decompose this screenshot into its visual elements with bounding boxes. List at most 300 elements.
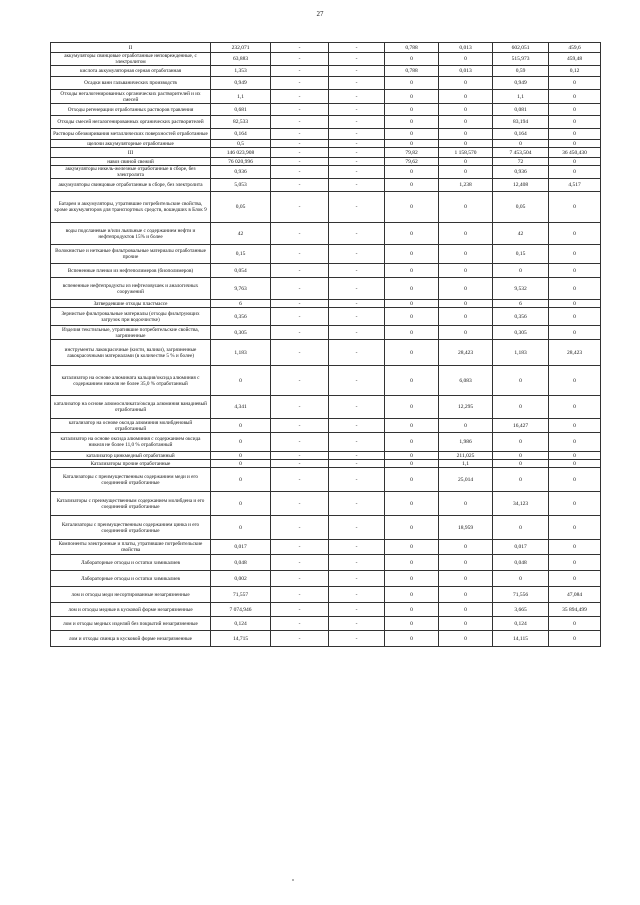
value-cell: 0 — [211, 492, 271, 516]
waste-name-cell: аккумуляторы свинцовые отработанные неповрежденные, с электролитом — [51, 53, 211, 66]
value-cell: 0 — [439, 419, 493, 433]
value-cell: - — [329, 179, 385, 192]
value-cell: 0 — [385, 555, 439, 571]
value-cell: 7 074,946 — [211, 603, 271, 617]
value-cell: 1,986 — [439, 433, 493, 452]
value-cell: 0 — [385, 396, 439, 419]
value-cell: 0,356 — [211, 308, 271, 326]
value-cell: 0 — [385, 587, 439, 603]
value-cell: 14,715 — [211, 631, 271, 647]
value-cell: 0 — [211, 366, 271, 396]
value-cell: - — [271, 129, 329, 140]
value-cell: 0 — [549, 192, 601, 223]
value-cell: - — [329, 555, 385, 571]
value-cell: - — [329, 492, 385, 516]
value-cell: 0,949 — [211, 77, 271, 90]
page-number: 27 — [316, 10, 324, 18]
value-cell: - — [329, 452, 385, 460]
value-cell: - — [271, 223, 329, 245]
value-cell: 0 — [211, 452, 271, 460]
table-row — [51, 166, 601, 179]
value-cell: 0 — [549, 129, 601, 140]
value-cell: 14,115 — [493, 631, 549, 647]
value-cell: 0,356 — [493, 308, 549, 326]
value-cell: 0 — [493, 468, 549, 492]
table-row — [51, 492, 601, 516]
value-cell: - — [271, 631, 329, 647]
table-row — [51, 43, 601, 53]
value-cell: 0 — [549, 555, 601, 571]
waste-name-cell: Осадки ванн гальванических производств — [51, 77, 211, 90]
waste-name-cell: Батареи и аккумуляторы, утратившие потребительские свойства, кроме аккумуляторов для транспортных средств, вошедших в Блок 9 — [51, 192, 211, 223]
value-cell: 0 — [385, 264, 439, 278]
value-cell: 0 — [439, 571, 493, 587]
table-row — [51, 540, 601, 555]
value-cell: 0 — [439, 617, 493, 631]
value-cell: 0 — [549, 492, 601, 516]
value-cell: - — [271, 90, 329, 104]
value-cell: 0,048 — [211, 555, 271, 571]
value-cell: 0 — [439, 104, 493, 116]
value-cell: 3,665 — [493, 603, 549, 617]
table-row — [51, 617, 601, 631]
value-cell: 0 — [385, 90, 439, 104]
table-row — [51, 587, 601, 603]
waste-name-cell: Растворы обезжиривания металлических поверхностей отработанные — [51, 129, 211, 140]
value-cell: 36 450,430 — [549, 148, 601, 158]
value-cell: - — [271, 603, 329, 617]
value-cell: 0,15 — [211, 245, 271, 264]
waste-table-body — [51, 43, 601, 647]
table-row — [51, 326, 601, 340]
value-cell: 0 — [211, 419, 271, 433]
value-cell: - — [271, 166, 329, 179]
value-cell: 0,017 — [211, 540, 271, 555]
value-cell: - — [329, 617, 385, 631]
value-cell: - — [329, 587, 385, 603]
value-cell: - — [329, 90, 385, 104]
value-cell: 82,533 — [211, 116, 271, 129]
value-cell: 0,5 — [211, 140, 271, 148]
value-cell: 0 — [385, 116, 439, 129]
value-cell: 0 — [385, 617, 439, 631]
value-cell: 0 — [549, 278, 601, 300]
value-cell: 0 — [549, 460, 601, 468]
value-cell: 1,1 — [493, 90, 549, 104]
value-cell: 0 — [549, 433, 601, 452]
value-cell: - — [329, 104, 385, 116]
value-cell: 0 — [493, 460, 549, 468]
value-cell: 0 — [439, 278, 493, 300]
value-cell: 0,59 — [493, 66, 549, 77]
value-cell: 0 — [549, 223, 601, 245]
waste-name-cell: Изделия текстильные, утратившие потребительские свойства, загрязненные — [51, 326, 211, 340]
value-cell: 0 — [439, 264, 493, 278]
value-cell: 0 — [439, 300, 493, 308]
value-cell: - — [329, 326, 385, 340]
value-cell: 0,305 — [493, 326, 549, 340]
value-cell: 0 — [439, 540, 493, 555]
value-cell: 0 — [549, 571, 601, 587]
value-cell: 0 — [549, 540, 601, 555]
table-row — [51, 140, 601, 148]
waste-name-cell: Отходы регенерации отработанных растворов травления — [51, 104, 211, 116]
value-cell: - — [329, 116, 385, 129]
value-cell: - — [271, 587, 329, 603]
value-cell: 0 — [493, 516, 549, 540]
value-cell: 0 — [549, 300, 601, 308]
value-cell: - — [271, 140, 329, 148]
value-cell: - — [271, 452, 329, 460]
value-cell: 0 — [549, 264, 601, 278]
value-cell: - — [329, 340, 385, 366]
value-cell: 0,017 — [493, 540, 549, 555]
value-cell: - — [271, 460, 329, 468]
value-cell: 0 — [385, 53, 439, 66]
value-cell: 47,084 — [549, 587, 601, 603]
table-row — [51, 468, 601, 492]
value-cell: 1 158,570 — [439, 148, 493, 158]
value-cell: 0 — [549, 116, 601, 129]
waste-name-cell: Зернистые фильтровальные материалы (отходы фильтрующих загрузок при водоочистке) — [51, 308, 211, 326]
value-cell: - — [271, 192, 329, 223]
value-cell: 1,238 — [439, 179, 493, 192]
value-cell: 0 — [385, 452, 439, 460]
value-cell: - — [271, 516, 329, 540]
value-cell: 0 — [493, 452, 549, 460]
value-cell: 0 — [385, 603, 439, 617]
waste-name-cell: Катализаторы с преимущественным содержанием цинка и его соединений отработанные — [51, 516, 211, 540]
value-cell: - — [329, 571, 385, 587]
value-cell: 232,071 — [211, 43, 271, 53]
value-cell: 0 — [385, 140, 439, 148]
scan-speck — [292, 879, 294, 881]
waste-name-cell: аккумуляторы свинцовые отработанные в сборе, без электролита — [51, 179, 211, 192]
waste-name-cell: II — [51, 43, 211, 53]
value-cell: - — [329, 419, 385, 433]
value-cell: - — [271, 492, 329, 516]
value-cell: - — [271, 77, 329, 90]
value-cell: 0,05 — [211, 192, 271, 223]
value-cell: 0 — [439, 129, 493, 140]
value-cell: 0 — [439, 192, 493, 223]
value-cell: 9,532 — [493, 278, 549, 300]
table-row — [51, 460, 601, 468]
value-cell: 0,788 — [385, 66, 439, 77]
value-cell: - — [271, 264, 329, 278]
value-cell: 0,05 — [493, 192, 549, 223]
table-row — [51, 90, 601, 104]
waste-name-cell: вспененные нефтепродукты из нефтеловушек и аналогичных сооружений — [51, 278, 211, 300]
table-row — [51, 53, 601, 66]
value-cell: 0,013 — [439, 43, 493, 53]
value-cell: - — [271, 148, 329, 158]
value-cell: - — [329, 223, 385, 245]
table-row — [51, 223, 601, 245]
value-cell: - — [329, 396, 385, 419]
value-cell: 0 — [385, 223, 439, 245]
table-row — [51, 192, 601, 223]
table-row — [51, 129, 601, 140]
value-cell: 0,002 — [211, 571, 271, 587]
value-cell: - — [271, 326, 329, 340]
value-cell: 0 — [385, 104, 439, 116]
value-cell: - — [329, 278, 385, 300]
value-cell: 0 — [439, 631, 493, 647]
value-cell: 0,124 — [493, 617, 549, 631]
value-cell: - — [271, 433, 329, 452]
value-cell: - — [271, 245, 329, 264]
value-cell: 1,1 — [211, 90, 271, 104]
value-cell: 6,083 — [439, 366, 493, 396]
value-cell: 0 — [385, 571, 439, 587]
value-cell: 0 — [549, 90, 601, 104]
value-cell: - — [271, 300, 329, 308]
value-cell: 0 — [549, 166, 601, 179]
value-cell: 0 — [211, 433, 271, 452]
value-cell: 0 — [493, 571, 549, 587]
value-cell: 0 — [549, 631, 601, 647]
value-cell: 0,124 — [211, 617, 271, 631]
value-cell: 72 — [493, 158, 549, 166]
value-cell: 0 — [493, 396, 549, 419]
value-cell: - — [271, 104, 329, 116]
waste-name-cell: Катализаторы с преимущественным содержанием молибдена и его соединений отработанные — [51, 492, 211, 516]
value-cell: 0 — [439, 223, 493, 245]
value-cell: - — [271, 419, 329, 433]
value-cell: 1,183 — [493, 340, 549, 366]
value-cell: 76 020,996 — [211, 158, 271, 166]
value-cell: - — [329, 433, 385, 452]
value-cell: 42 — [211, 223, 271, 245]
table-row — [51, 340, 601, 366]
waste-name-cell: катализатор на основе алюмосиликата/оксида алюминия ванадиевый отработанный — [51, 396, 211, 419]
value-cell: - — [329, 540, 385, 555]
value-cell: 0 — [439, 603, 493, 617]
value-cell: 4,517 — [549, 179, 601, 192]
value-cell: 0 — [549, 326, 601, 340]
waste-name-cell: Лабораторные отходы и остатки химикалиев — [51, 571, 211, 587]
value-cell: 16,427 — [493, 419, 549, 433]
waste-name-cell: катализатор на основе оксида алюминия молибденовый отработанный — [51, 419, 211, 433]
value-cell: 515,973 — [493, 53, 549, 66]
value-cell: 1,1 — [439, 460, 493, 468]
waste-name-cell: навоз свиной свежий — [51, 158, 211, 166]
value-cell: 71,557 — [211, 587, 271, 603]
value-cell: - — [271, 571, 329, 587]
waste-name-cell: Затвердевшие отходы пластмассе — [51, 300, 211, 308]
value-cell: - — [329, 129, 385, 140]
value-cell: - — [271, 43, 329, 53]
value-cell: - — [329, 148, 385, 158]
value-cell: 0 — [549, 617, 601, 631]
value-cell: 28,423 — [439, 340, 493, 366]
table-row — [51, 396, 601, 419]
value-cell: 211,025 — [439, 452, 493, 460]
value-cell: 0 — [549, 308, 601, 326]
value-cell: - — [271, 366, 329, 396]
value-cell: - — [329, 264, 385, 278]
table-row — [51, 66, 601, 77]
table-row — [51, 571, 601, 587]
value-cell: 0 — [439, 492, 493, 516]
value-cell: - — [271, 340, 329, 366]
value-cell: 0 — [385, 366, 439, 396]
value-cell: 0 — [385, 631, 439, 647]
value-cell: 0 — [439, 53, 493, 66]
value-cell: 0,013 — [439, 66, 493, 77]
value-cell: 0 — [385, 433, 439, 452]
value-cell: 0 — [439, 77, 493, 90]
value-cell: 0 — [385, 192, 439, 223]
value-cell: 146 023,908 — [211, 148, 271, 158]
value-cell: - — [329, 192, 385, 223]
value-cell: - — [329, 66, 385, 77]
waste-name-cell: воды подсланевые и/или льяльные с содержанием нефти и нефтепродуктов 15% и более — [51, 223, 211, 245]
value-cell: 0,15 — [493, 245, 549, 264]
value-cell: - — [329, 53, 385, 66]
value-cell: 5,053 — [211, 179, 271, 192]
value-cell: - — [329, 460, 385, 468]
value-cell: 42 — [493, 223, 549, 245]
table-row — [51, 278, 601, 300]
table-row — [51, 419, 601, 433]
value-cell: 34,123 — [493, 492, 549, 516]
value-cell: - — [271, 158, 329, 166]
value-cell: - — [329, 366, 385, 396]
waste-name-cell: Компоненты электронные и платы, утратившие потребительские свойства — [51, 540, 211, 555]
waste-name-cell: лом и отходы медные в кусковой форме незагрязненные — [51, 603, 211, 617]
table-row — [51, 116, 601, 129]
waste-name-cell: лом и отходы меди несортированные незагрязненные — [51, 587, 211, 603]
value-cell: 0 — [549, 77, 601, 90]
waste-name-cell: лом и отходы свинца в кусковой форме незагрязненные — [51, 631, 211, 647]
table-row — [51, 308, 601, 326]
value-cell: - — [271, 179, 329, 192]
value-cell: 0 — [549, 104, 601, 116]
value-cell: - — [271, 468, 329, 492]
value-cell: 0 — [385, 245, 439, 264]
table-row — [51, 300, 601, 308]
value-cell: - — [329, 603, 385, 617]
value-cell: 79,82 — [385, 148, 439, 158]
waste-name-cell: кислота аккумуляторная серная отработанная — [51, 66, 211, 77]
value-cell: - — [271, 617, 329, 631]
waste-name-cell: III — [51, 148, 211, 158]
value-cell: 0 — [385, 492, 439, 516]
value-cell: 0 — [385, 516, 439, 540]
value-cell: 0,788 — [385, 43, 439, 53]
value-cell: 0 — [439, 308, 493, 326]
value-cell: 0 — [439, 166, 493, 179]
value-cell: 0,936 — [211, 166, 271, 179]
value-cell: 12,408 — [493, 179, 549, 192]
value-cell: - — [329, 308, 385, 326]
value-cell: 0 — [385, 278, 439, 300]
value-cell: - — [271, 308, 329, 326]
table-row — [51, 555, 601, 571]
value-cell: 0 — [385, 129, 439, 140]
value-cell: 0,054 — [211, 264, 271, 278]
value-cell: 0 — [493, 140, 549, 148]
value-cell: 7 453,504 — [493, 148, 549, 158]
waste-name-cell: Отходы смесей негалогенированных органических растворителей — [51, 116, 211, 129]
table-row — [51, 603, 601, 617]
value-cell: 0 — [549, 366, 601, 396]
value-cell: 6 — [493, 300, 549, 308]
table-row — [51, 452, 601, 460]
value-cell: 0 — [439, 245, 493, 264]
value-cell: 0 — [549, 468, 601, 492]
table-row — [51, 158, 601, 166]
value-cell: 0 — [549, 245, 601, 264]
value-cell: 0 — [549, 516, 601, 540]
value-cell: 0 — [385, 179, 439, 192]
waste-name-cell: катализатор на основе оксида алюминия с содержанием оксида никеля не более 11,0 % отработанный — [51, 433, 211, 452]
waste-name-cell: Волокнистые и нетканые фильтровальные материалы отработанные прочие — [51, 245, 211, 264]
value-cell: 0 — [439, 116, 493, 129]
value-cell: 602,051 — [493, 43, 549, 53]
value-cell: 0 — [439, 555, 493, 571]
value-cell: 0 — [439, 90, 493, 104]
waste-name-cell: инструменты лакокрасочные (кисти, валики), загрязненные лакокрасочными материалами (в количестве 5 % и более) — [51, 340, 211, 366]
value-cell: 63,883 — [211, 53, 271, 66]
table-row — [51, 631, 601, 647]
waste-name-cell: катализатор на основе алюмината кальция/оксида алюминия с содержанием никеля не более 35,0 % отработанный — [51, 366, 211, 396]
value-cell: 0 — [439, 158, 493, 166]
value-cell: 0 — [385, 326, 439, 340]
table-row — [51, 433, 601, 452]
value-cell: 0 — [211, 468, 271, 492]
value-cell: - — [271, 278, 329, 300]
waste-name-cell: Отходы негалогенированных органических растворителей и их смесей — [51, 90, 211, 104]
value-cell: 0 — [385, 340, 439, 366]
waste-table — [50, 42, 601, 647]
value-cell: 0 — [385, 300, 439, 308]
value-cell: 0 — [493, 264, 549, 278]
table-row — [51, 264, 601, 278]
value-cell: 0 — [385, 308, 439, 326]
value-cell: - — [329, 300, 385, 308]
value-cell: 0,12 — [549, 66, 601, 77]
value-cell: - — [329, 43, 385, 53]
waste-name-cell: Катализаторы с преимущественным содержанием меди и его соединений отработанные — [51, 468, 211, 492]
table-row — [51, 245, 601, 264]
value-cell: 0,048 — [493, 555, 549, 571]
value-cell: 0 — [385, 77, 439, 90]
value-cell: 0 — [385, 468, 439, 492]
value-cell: 83,194 — [493, 116, 549, 129]
value-cell: 0 — [385, 166, 439, 179]
value-cell: - — [271, 396, 329, 419]
value-cell: 0 — [385, 540, 439, 555]
value-cell: 459,48 — [549, 53, 601, 66]
waste-name-cell: Катализаторы прочие отработанные — [51, 460, 211, 468]
value-cell: 0,936 — [493, 166, 549, 179]
value-cell: 0,081 — [493, 104, 549, 116]
value-cell: 0,949 — [493, 77, 549, 90]
value-cell: - — [329, 166, 385, 179]
value-cell: 0 — [211, 516, 271, 540]
value-cell: 0 — [439, 587, 493, 603]
value-cell: 4,341 — [211, 396, 271, 419]
value-cell: 28,423 — [549, 340, 601, 366]
value-cell: 18,959 — [439, 516, 493, 540]
value-cell: 0,681 — [211, 104, 271, 116]
value-cell: 0 — [549, 419, 601, 433]
table-row — [51, 148, 601, 158]
waste-name-cell: Вспененные пленки из нефтеполимеров (биополимеров) — [51, 264, 211, 278]
